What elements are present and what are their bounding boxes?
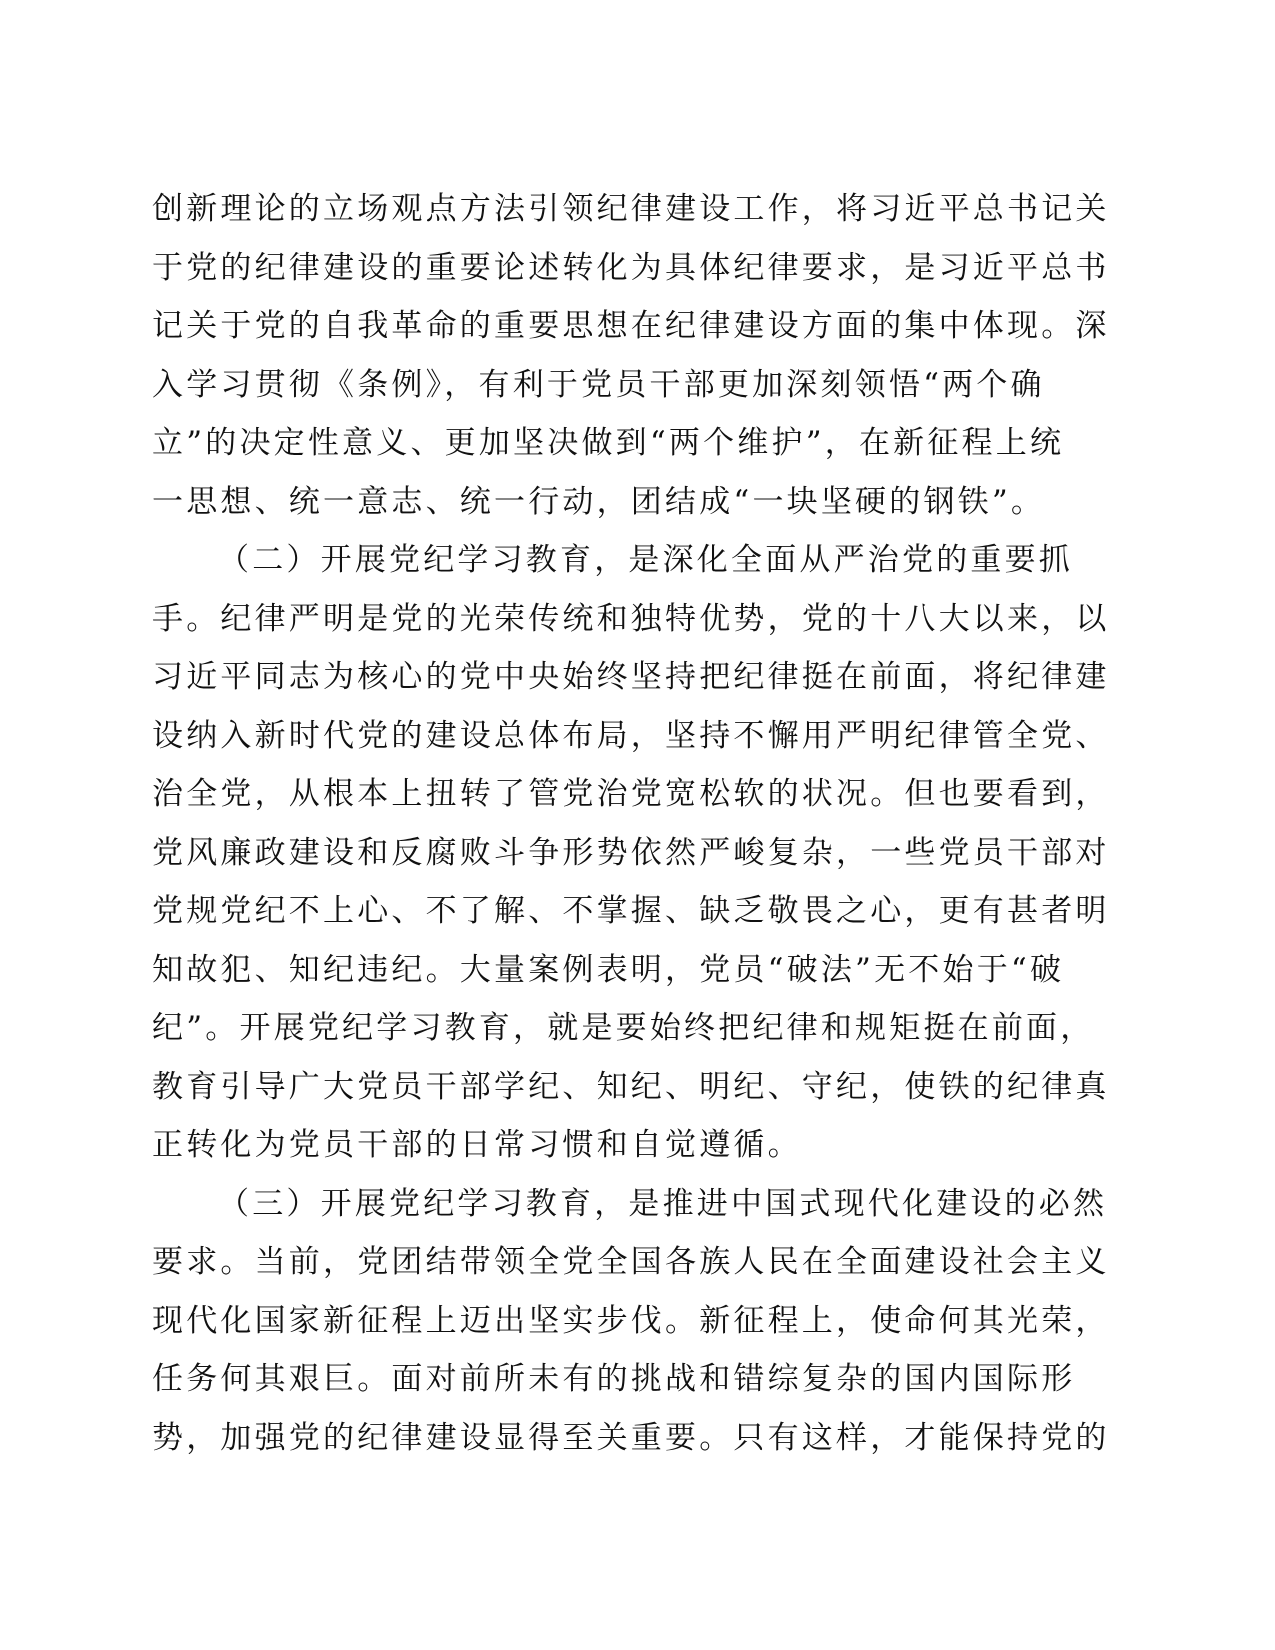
text-line: 现代化国家新征程上迈出坚实步伐。新征程上，使命何其光荣，: [152, 1302, 1110, 1339]
text-line: 势，加强党的纪律建设显得至关重要。只有这样，才能保持党的: [152, 1419, 1110, 1456]
text-line: 正转化为党员干部的日常习惯和自觉遵循。: [152, 1127, 802, 1163]
section-heading-line: （三）开展党纪学习教育，是推进中国式现代化建设的必然: [218, 1185, 1108, 1222]
body-text: [152, 180, 1110, 1467]
text-line: 手。纪律严明是党的光荣传统和独特优势，党的十八大以来，以: [152, 600, 1110, 637]
text-line: 要求。当前，党团结带领全党全国各族人民在全面建设社会主义: [152, 1244, 1110, 1280]
text-line: 知故犯、知纪违纪。大量案例表明，党员“破法”无不始于“破: [152, 951, 1065, 988]
text-line: 创新理论的立场观点方法引领纪律建设工作，将习近平总书记关: [152, 191, 1110, 227]
text-line: 治全党，从根本上扭转了管党治党宽松软的状况。但也要看到，: [152, 776, 1110, 812]
text-line: 任务何其艰巨。面对前所未有的挑战和错综复杂的国内国际形: [152, 1361, 1076, 1397]
text-line: 于党的纪律建设的重要论述转化为具体纪律要求，是习近平总书: [152, 249, 1110, 286]
text-line: 设纳入新时代党的建设总体布局，坚持不懈用严明纪律管全党、: [152, 717, 1110, 754]
text-line: 党规党纪不上心、不了解、不掌握、缺乏敬畏之心，更有甚者明: [152, 893, 1110, 929]
text-line: 入学习贯彻《条例》，有利于党员干部更加深刻领悟“两个确: [152, 366, 1045, 403]
text-line: 党风廉政建设和反腐败斗争形势依然严峻复杂，一些党员干部对: [152, 834, 1110, 871]
text-line: 一思想、统一意志、统一行动，团结成“一块坚硬的钢铁”。: [152, 483, 1046, 520]
text-line: 纪”。开展党纪学习教育，就是要始终把纪律和规矩挺在前面，: [152, 1010, 1095, 1046]
text-line: 记关于党的自我革命的重要思想在纪律建设方面的集中体现。深: [152, 308, 1110, 344]
text-line: 习近平同志为核心的党中央始终坚持把纪律挺在前面，将纪律建: [152, 659, 1110, 695]
section-heading-line: （二）开展党纪学习教育，是深化全面从严治党的重要抓: [218, 542, 1073, 578]
text-line: 教育引导广大党员干部学纪、知纪、明纪、守纪，使铁的纪律真: [152, 1068, 1110, 1105]
text-line: 立”的决定性意义、更加坚决做到“两个维护”，在新征程上统: [152, 425, 1065, 461]
